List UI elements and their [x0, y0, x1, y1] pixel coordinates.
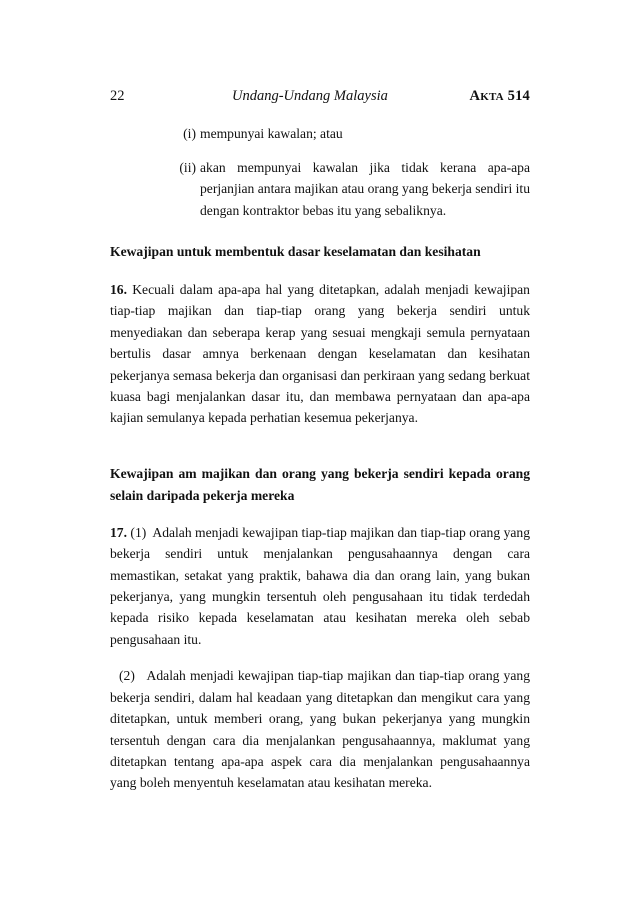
item-number: (i) — [183, 126, 196, 141]
section-16-text: Kecuali dalam apa-apa hal yang ditetapkan, adalah menjadi kewajipan tiap-tiap majikan dan tiap-tiap orang yang bekerja sendiri untuk menyediakan dan seberapa kerap yang sesuai mengkaji semula pernyataan bertulis dasar amnya berkenaan dengan keselamatan dan kesihatan pekerjanya semasa bekerja dan organisasi dan perkiraan yang sedang berkuat kuasa bagi menjalankan dasar itu, dan membawa pernyataan dan apa-apa kajian semulanya kepada perhatian kesemua pekerjanya. — [110, 282, 530, 426]
act-prefix: A — [469, 88, 481, 104]
list-item — [110, 123, 530, 145]
section-17-paragraph-2 — [110, 665, 530, 793]
page-header — [110, 88, 530, 108]
subsection-number: (2) — [119, 668, 135, 684]
document-page — [110, 88, 530, 794]
item-number: (ii) — [179, 159, 196, 175]
item-text: mempunyai kawalan; atau — [200, 126, 343, 141]
section-16-heading: Kewajipan untuk membentuk dasar keselamatan dan kesihatan — [110, 244, 481, 259]
subsection-number: (1) — [130, 524, 147, 540]
page-number: 22 — [110, 88, 125, 104]
section-16-paragraph — [110, 279, 530, 429]
section-17-number: 17. — [110, 524, 127, 540]
section-17-paragraph-1 — [110, 522, 530, 650]
act-reference — [470, 88, 530, 105]
subsection-text: Adalah menjadi kewajipan tiap-tiap majikan dan tiap-tiap orang yang bekerja sendiri, dalam hal keadaan yang ditetapkan dan mengikut cara yang ditetapkan, untuk memberi orang, yang bukan pekerjanya yang mungkin tersentuh dengan cara dia menjalankan pengusahaannya, maklumat yang ditetapkan tentang apa-apa aspek cara dia menjalankan pengusahaannya yang boleh menyentuh keselamatan atau kesihatan mereka. — [110, 668, 530, 791]
section-16-number: 16. — [110, 282, 127, 297]
running-title: Undang-Undang Malaysia — [232, 88, 388, 104]
section-17-heading: Kewajipan am majikan dan orang yang bekerja sendiri kepada orang selain daripada pekerja mereka — [110, 465, 530, 503]
act-prefix-small: KTA — [480, 91, 504, 103]
act-number: 514 — [507, 88, 530, 104]
item-text: akan mempunyai kawalan jika tidak kerana apa-apa perjanjian antara majikan atau orang yang bekerja sendiri itu dengan kontraktor bebas itu yang sebaliknya. — [200, 159, 530, 218]
subsection-text: Adalah menjadi kewajipan tiap-tiap majikan dan tiap-tiap orang yang bekerja sendiri untuk menjalankan pengusahaannya dengan cara memastikan, setakat yang praktik, bahawa dia dan orang lain, yang bukan pekerjanya, yang mungkin tersentuh oleh pengusahaan itu tidak terdedah kepada risiko kepada keselamatan atau kesihatan mereka oleh sebab pengusahaan itu. — [110, 524, 530, 647]
list-item — [110, 157, 530, 222]
